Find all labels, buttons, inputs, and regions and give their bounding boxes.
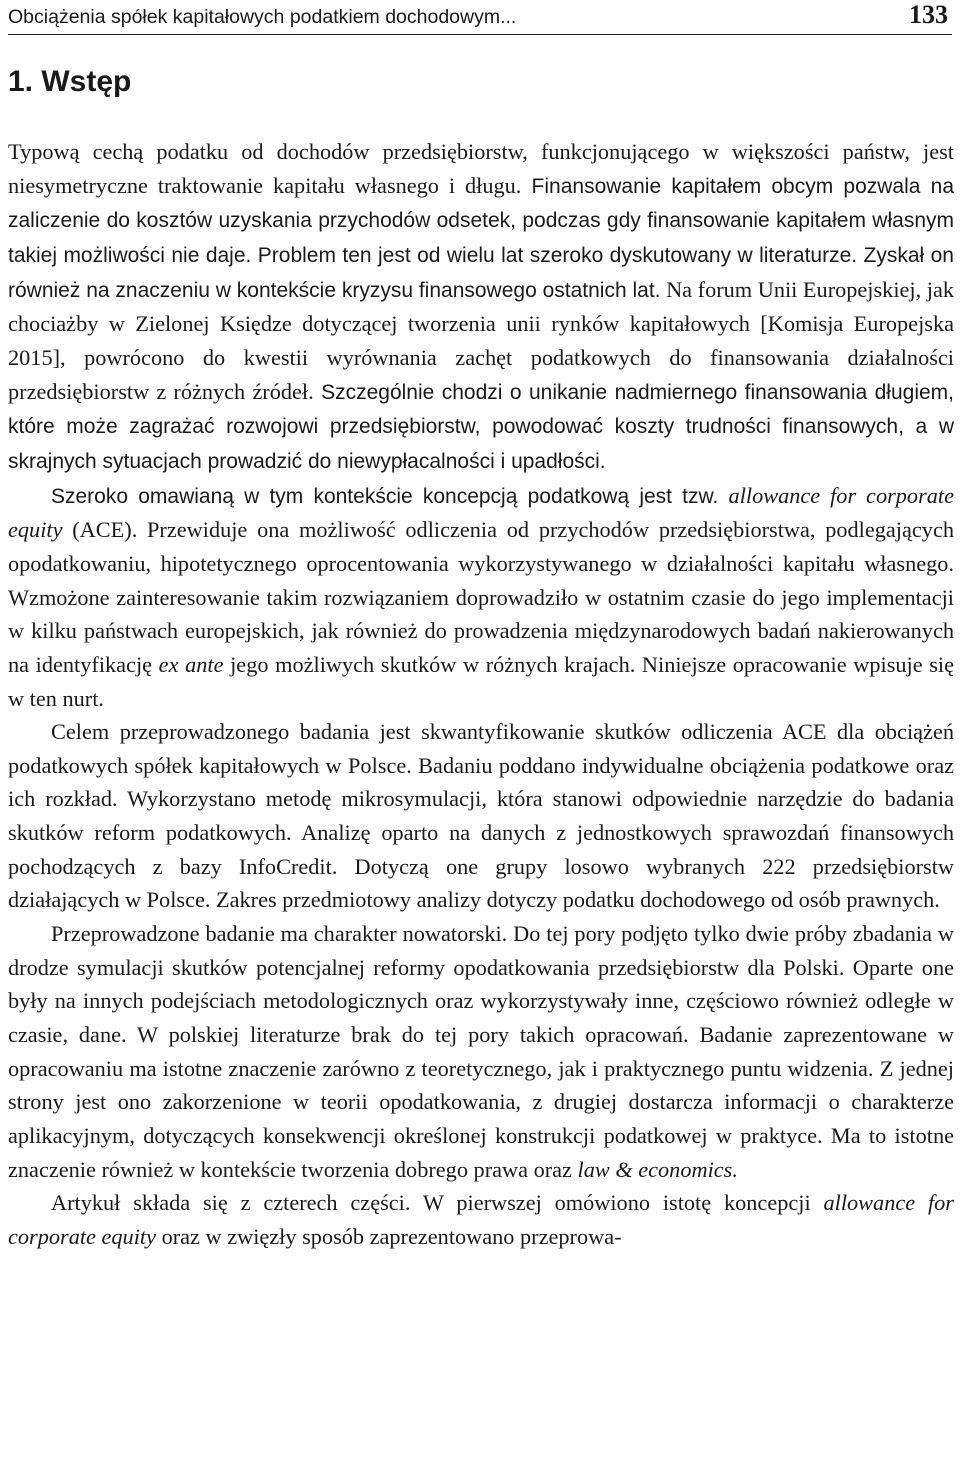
paragraph-5-text-a: Artykuł składa się z czterech części. W pierwszej omówiono istotę koncepcji (51, 1190, 824, 1216)
paragraph-5-text-b: oraz w zwięzły sposób zaprezentowano przeprowa- (156, 1224, 622, 1249)
body-text (8, 135, 954, 1254)
term-ace: allowance for corporate equity (8, 482, 954, 543)
running-header (8, 2, 952, 35)
running-title: Obciążenia spółek kapitałowych podatkiem dochodowym... (8, 6, 517, 28)
page-number: 133 (909, 0, 948, 29)
paragraph-2-text-c: jego możliwych skutków w różnych krajach. Niniejsze opracowanie wpisuje się w ten nurt. (8, 651, 955, 711)
paragraph-1 (8, 135, 954, 479)
paragraph-5 (8, 1186, 954, 1253)
paragraph-1-serif-part: Typową cechą podatku od dochodów przedsiębiorstw, funkcjonującego w większości państw, jest niesymetryczne traktowanie kapitału własnego i długu. (8, 139, 954, 198)
term-ex-ante: ex ante (158, 651, 224, 677)
paragraph-2-text-a: Szeroko omawianą w tym kontekście koncepcją podatkową jest tzw. (51, 484, 729, 508)
paragraph-4 (8, 917, 954, 1186)
paragraph-1-sans-part-2: Szczególnie chodzi o unikanie nadmiernego finansowania długiem, które może zagrażać rozwojowi przedsiębiorstw, powodować koszty trudności finansowych, a w skrajnych sytuacjach prowadzić do niewypłacalności i upadłości. (8, 380, 954, 473)
paragraph-2-text-b: (ACE). Przewiduje ona możliwość odliczenia od przychodów przedsiębiorstwa, podlegających opodatkowaniu, hipotetycznego oprocentowania wykorzystywanego w działalności kapitału własnego. Wzmożone zainteresowanie takim rozwiązaniem doprowadziło w ostatnim czasie do jego implementacji w kilku państwach europejskich, jak również do prowadzenia międzynarodowych badań nakierowanych na identyfikację (8, 517, 954, 677)
paragraph-3-text: Celem przeprowadzonego badania jest skwantyfikowanie skutków odliczenia ACE dla obciążeń podatkowych spółek kapitałowych w Polsce. Badaniu poddano indywidualne obciążenia podatkowe oraz ich rozkład. Wykorzystano metodę mikrosymulacji, która stanowi odpowiednie narzędzie do badania skutków reform podatkowych. Analizę oparto na danych z jednostkowych sprawozdań finansowych pochodzących z bazy InfoCredit. Dotyczą one grupy losowo wybranych 222 przedsiębiorstw działających w Polsce. Zakres przedmiotowy analizy dotyczy podatku dochodowego od osób prawnych. (8, 719, 954, 913)
section-heading: 1. Wstęp (8, 65, 132, 98)
paragraph-1-serif-part-2: Na forum Unii Europejskiej, jak chociażby w Zielonej Księdze dotyczącej tworzenia unii rynków kapitałowych [Komisja Europejska 2015], powrócono do kwestii wyrównania zachęt podatkowych do finansowania działalności przedsiębiorstw z różnych źródeł. (8, 276, 955, 404)
term-law-economics: law & economics. (577, 1156, 738, 1182)
term-ace-2: allowance for corporate equity (8, 1190, 954, 1249)
paragraph-1-sans-part: Finansowanie kapitałem obcym pozwala na zaliczenie do kosztów uzyskania przychodów odsetek, podczas gdy finansowanie kapitałem własnym takiej możliwości nie daje. Problem ten jest od wielu lat szeroko dyskutowany w literaturze. Zyskał on również na znaczeniu w kontekście kryzysu finansowego ostatnich lat. (8, 174, 955, 302)
paragraph-4-text: Przeprowadzone badanie ma charakter nowatorski. Do tej pory podjęto tylko dwie próby zbadania w drodze symulacji skutków potencjalnej reformy opodatkowania przedsiębiorstw dla Polski. Oparte one były na innych podejściach metodologicznych oraz wykorzystywały inne, częściowo również odległe w czasie, dane. W polskiej literaturze brak do tej pory takich opracowań. Badanie zaprezentowane w opracowaniu ma istotne znaczenie zarówno z teoretycznego, jak i praktycznego puntu widzenia. Z jednej strony jest ono zakorzenione w teorii opodatkowania, z drugiej dostarcza informacji o charakterze aplikacyjnym, dotyczących konsekwencji określonej konstrukcji podatkowej w praktyce. Ma to istotne znaczenie również w kontekście tworzenia dobrego prawa oraz (8, 921, 954, 1182)
paragraph-2 (8, 479, 954, 716)
paragraph-3 (8, 715, 954, 917)
